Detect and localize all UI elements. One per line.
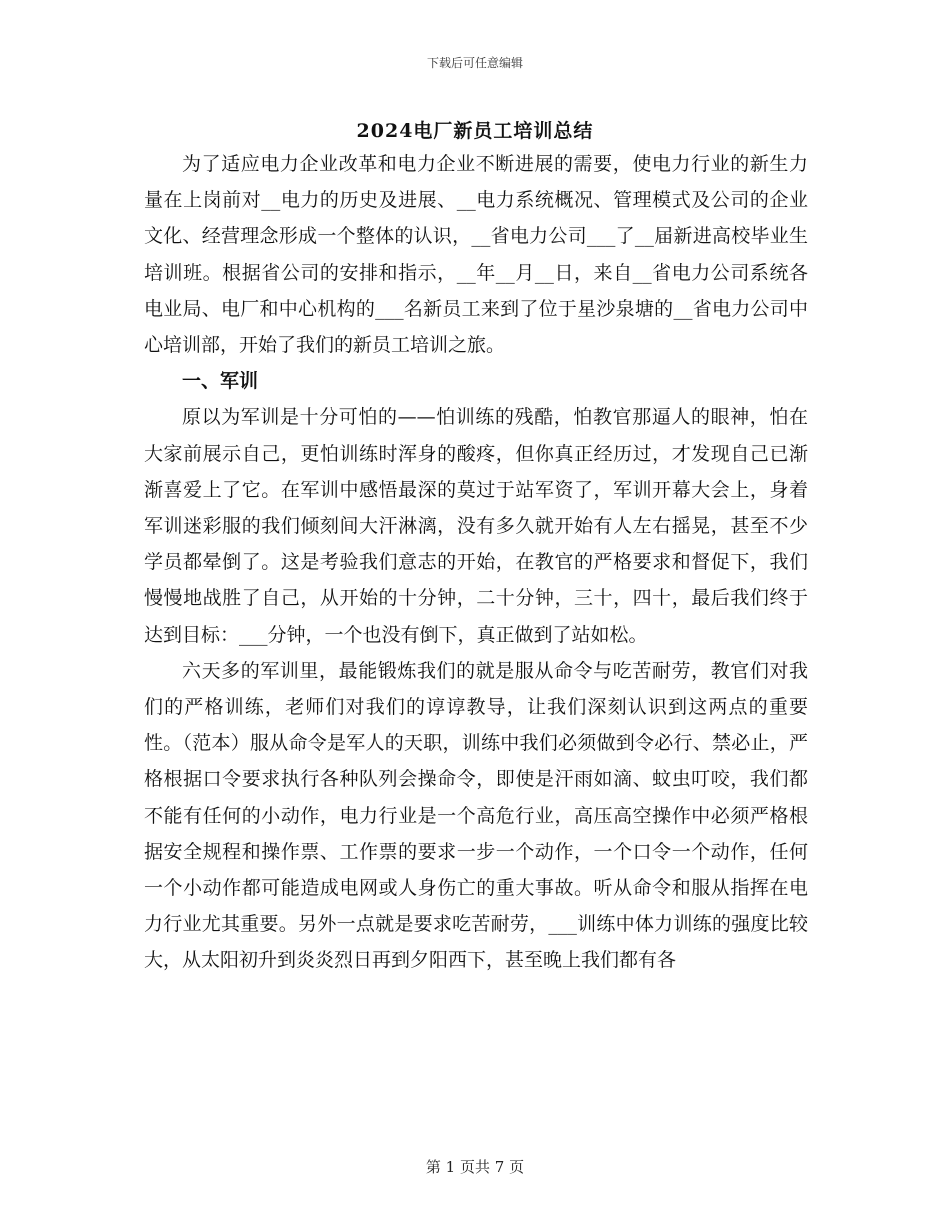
section-heading-military-training: 一、军训 [182, 370, 259, 393]
header-note: 下载后可任意编辑 [426, 56, 523, 70]
document-body [144, 146, 808, 979]
paragraph-military-training-2: 六天多的军训里，最能锻炼我们的就是服从命令与吃苦耐劳，教官们对我们的严格训练，老师们对我们的谆谆教导，让我们深刻认识到这两点的重要性。（范本）服从命令是军人的天职，训练中我们必须做到令必行、禁必止，严格根据口令要求执行各种队列会操命令，即使是汗雨如滴、蚊虫叮咬，我们都不能有任何的小动作，电力行业是一个高危行业，高压高空操作中必须严格根据安全规程和操作票、工作票的要求一步一个动作，一个口令一个动作，任何一个小动作都可能造成电网或人身伤亡的重大事故。听从命令和服从指挥在电力行业尤其重要。另外一点就是要求吃苦耐劳，___训练中体力训练的强度比较大，从太阳初升到炎炎烈日再到夕阳西下，甚至晚上我们都有各 [144, 659, 808, 972]
paragraph-intro: 为了适应电力企业改革和电力企业不断进展的需要，使电力行业的新生力量在上岗前对__电力的历史及进展、__电力系统概况、管理模式及公司的企业文化、经营理念形成一个整体的认识，__省电力公司___了__届新进高校毕业生培训班。根据省公司的安排和指示，__年__月__日，来自__省电力公司系统各电业局、电厂和中心机构的___名新员工来到了位于星沙泉塘的__省电力公司中心培训部，开始了我们的新员工培训之旅。 [144, 153, 808, 357]
document-title: 2024电厂新员工培训总结 [356, 120, 594, 142]
page-footer: 第 1 页共 7 页 [425, 1158, 525, 1176]
paragraph-military-training-1: 原以为军训是十分可怕的——怕训练的残酷，怕教官那逼人的眼神，怕在大家前展示自己，更怕训练时浑身的酸疼，但你真正经历过，才发现自己已渐渐喜爱上了它。在军训中感悟最深的莫过于站军资了，军训开幕大会上，身着军训迷彩服的我们倾刻间大汗淋漓，没有多久就开始有人左右摇晃，甚至不少学员都晕倒了。这是考验我们意志的开始，在教官的严格要求和督促下，我们慢慢地战胜了自己，从开始的十分钟，二十分钟，三十，四十，最后我们终于达到目标：___分钟，一个也没有倒下，真正做到了站如松。 [144, 406, 808, 646]
